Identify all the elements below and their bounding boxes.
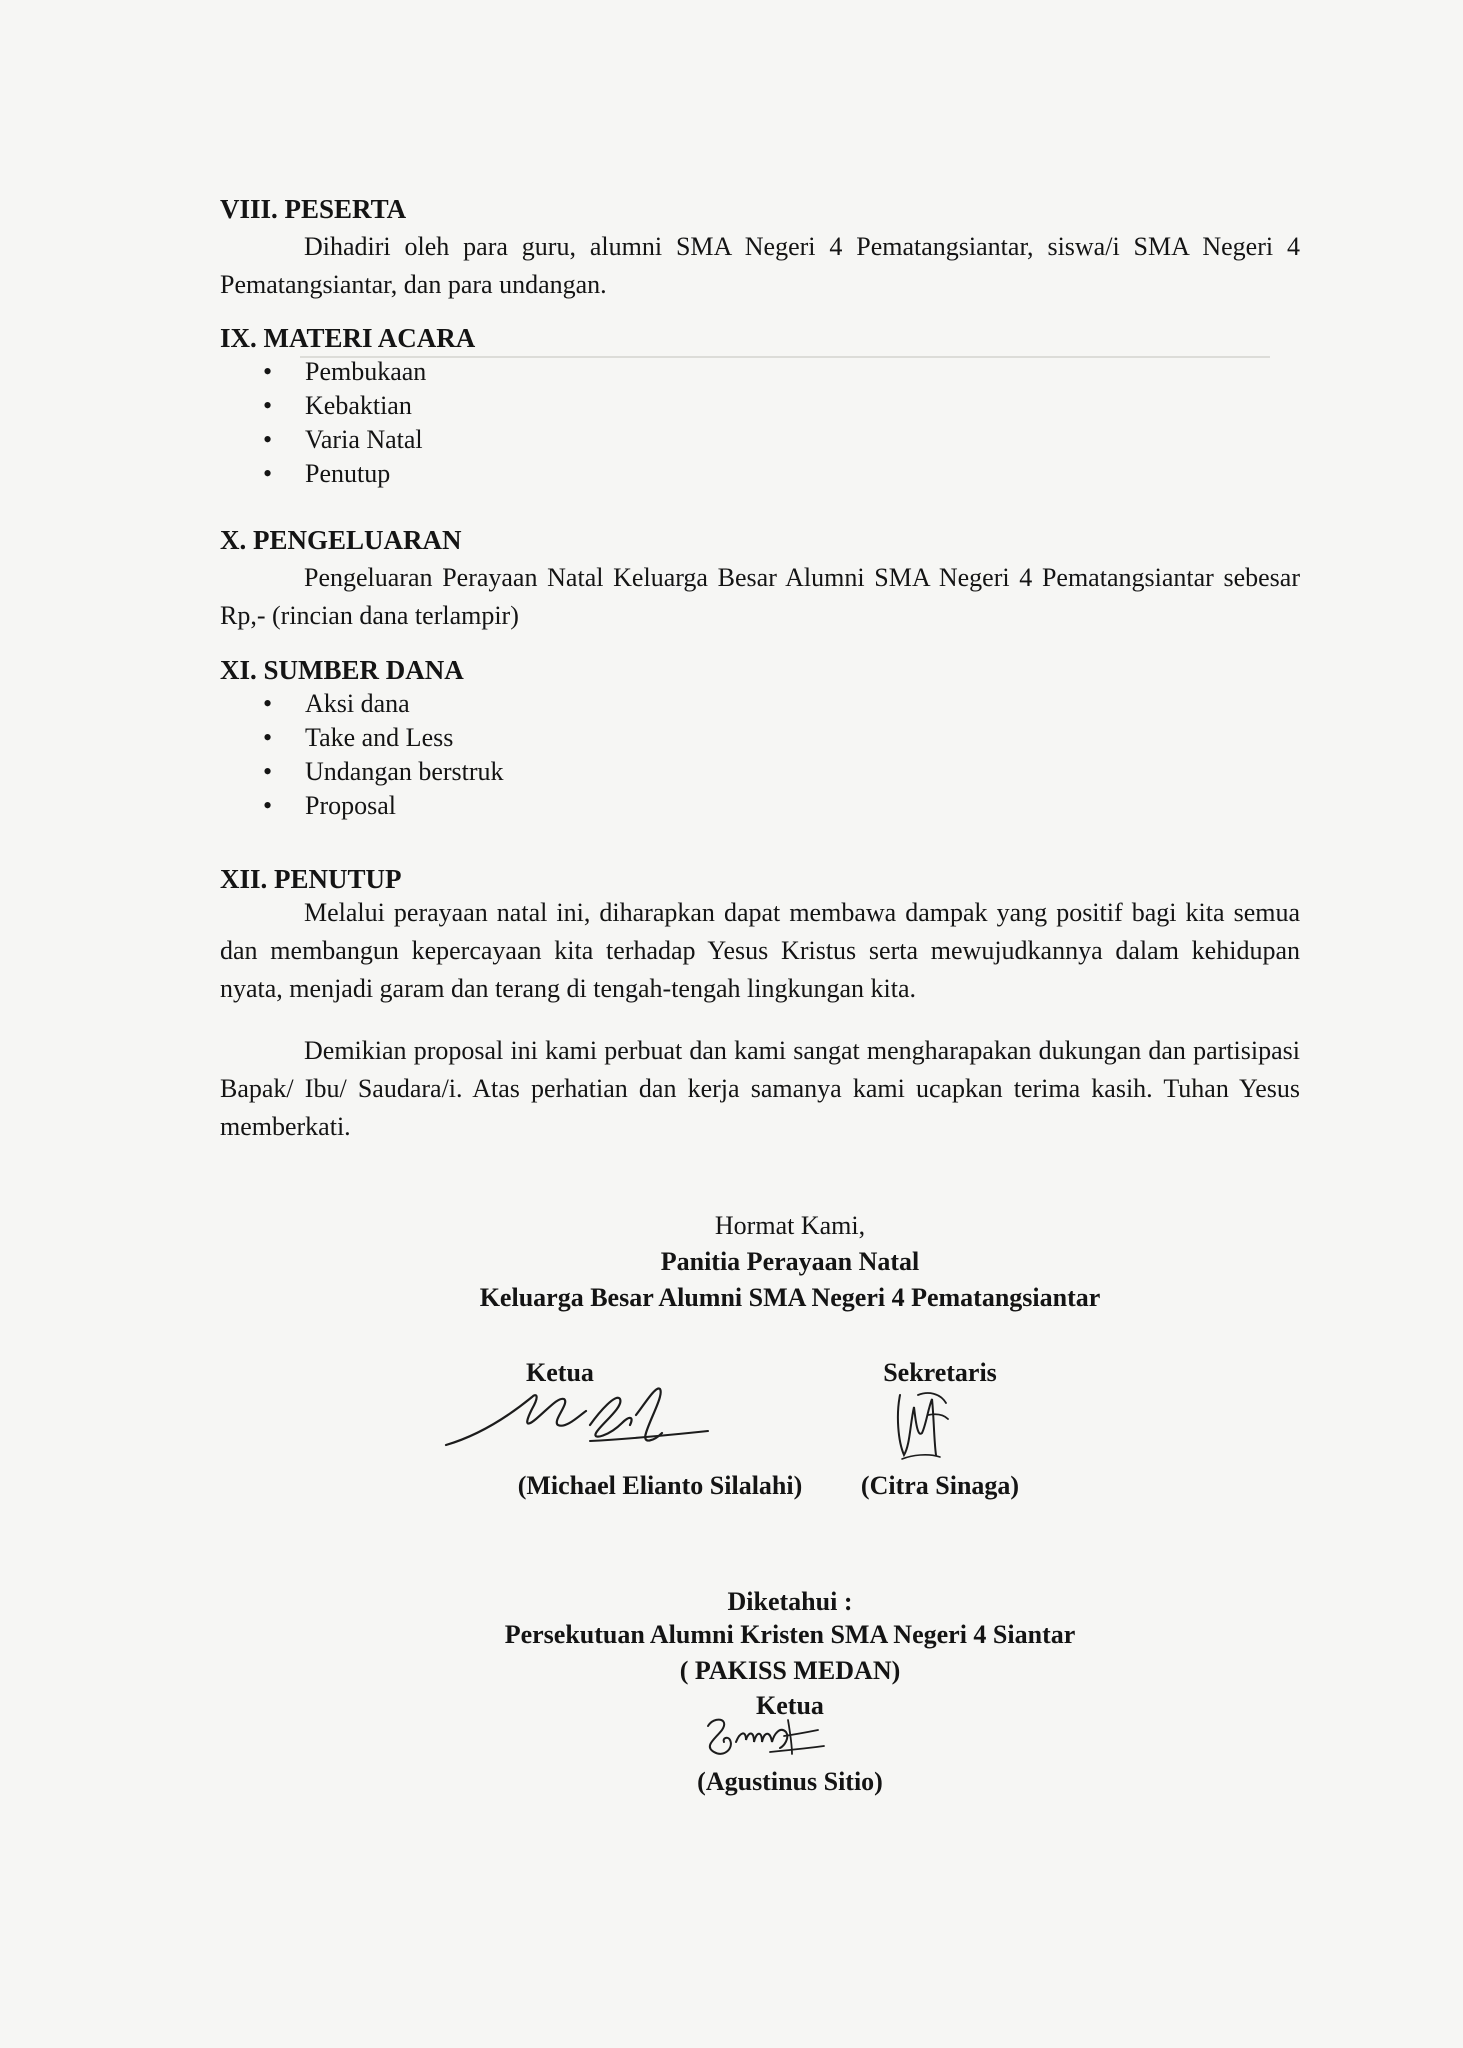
- section-heading: VIII. PESERTA: [220, 194, 407, 224]
- ketua-role: Ketua: [526, 1358, 594, 1387]
- bullet-list: [220, 355, 1300, 491]
- closing-greeting: Hormat Kami,: [714, 1211, 866, 1240]
- list-item: • Kebaktian: [220, 389, 1300, 423]
- acknowledging-role: Ketua: [756, 1691, 824, 1720]
- list-item: • Undangan berstruk: [220, 755, 1300, 789]
- section-pengeluaran: [220, 523, 1300, 635]
- section-heading: X. PENGELUARAN: [220, 525, 462, 555]
- section-materi-acara: [220, 321, 1300, 491]
- acknowledging-organization: Persekutuan Alumni Kristen SMA Negeri 4 Siantar: [504, 1620, 1076, 1649]
- list-item: • Penutup: [220, 457, 1300, 491]
- section-text: Demikian proposal ini kami perbuat dan kami sangat mengharapakan dukungan dan partisipasi Bapak/ Ibu/ Saudara/i. Atas perhatian dan kerja samanya kami ucapkan terima kasih. Tuhan Yesus memberkati.: [220, 1036, 1300, 1141]
- section-heading: XII. PENUTUP: [220, 864, 402, 894]
- acknowledging-abbreviation: ( PAKISS MEDAN): [679, 1656, 901, 1685]
- sekretaris-signature: [888, 1385, 958, 1465]
- committee-name: Panitia Perayaan Natal: [660, 1247, 920, 1276]
- ketua-name: (Michael Elianto Silalahi): [517, 1471, 803, 1500]
- organization-name: Keluarga Besar Alumni SMA Negeri 4 Pematangsiantar: [479, 1283, 1101, 1312]
- list-item: • Aksi dana: [220, 687, 1300, 721]
- section-heading: IX. MATERI ACARA: [220, 323, 476, 353]
- list-item: • Pembukaan: [220, 355, 1300, 389]
- acknowledged-label: Diketahui :: [727, 1587, 853, 1616]
- list-item: • Take and Less: [220, 721, 1300, 755]
- sekretaris-role: Sekretaris: [883, 1358, 997, 1387]
- list-item: • Varia Natal: [220, 423, 1300, 457]
- section-penutup: [220, 862, 1300, 1146]
- section-text: Dihadiri oleh para guru, alumni SMA Negeri 4 Pematangsiantar, siswa/i SMA Negeri 4 Pematangsiantar, dan para undangan.: [220, 232, 1300, 299]
- section-peserta: [220, 192, 1300, 304]
- acknowledging-name: (Agustinus Sitio): [697, 1767, 883, 1796]
- ketua-signature: [440, 1375, 720, 1455]
- bullet-list: [220, 687, 1300, 823]
- sekretaris-name: (Citra Sinaga): [860, 1471, 1020, 1500]
- section-text: Pengeluaran Perayaan Natal Keluarga Besar Alumni SMA Negeri 4 Pematangsiantar sebesar Rp,- (rincian dana terlampir): [220, 563, 1300, 630]
- section-text: Melalui perayaan natal ini, diharapkan dapat membawa dampak yang positif bagi kita semua dan membangun kepercayaan kita terhadap Yesus Kristus serta mewujudkannya dalam kehidupan nyata, menjadi garam dan terang di tengah-tengah lingkungan kita.: [220, 898, 1300, 1003]
- section-sumber-dana: [220, 653, 1300, 823]
- acknowledger-signature: [700, 1712, 830, 1762]
- section-heading: XI. SUMBER DANA: [220, 655, 464, 685]
- list-item: • Proposal: [220, 789, 1300, 823]
